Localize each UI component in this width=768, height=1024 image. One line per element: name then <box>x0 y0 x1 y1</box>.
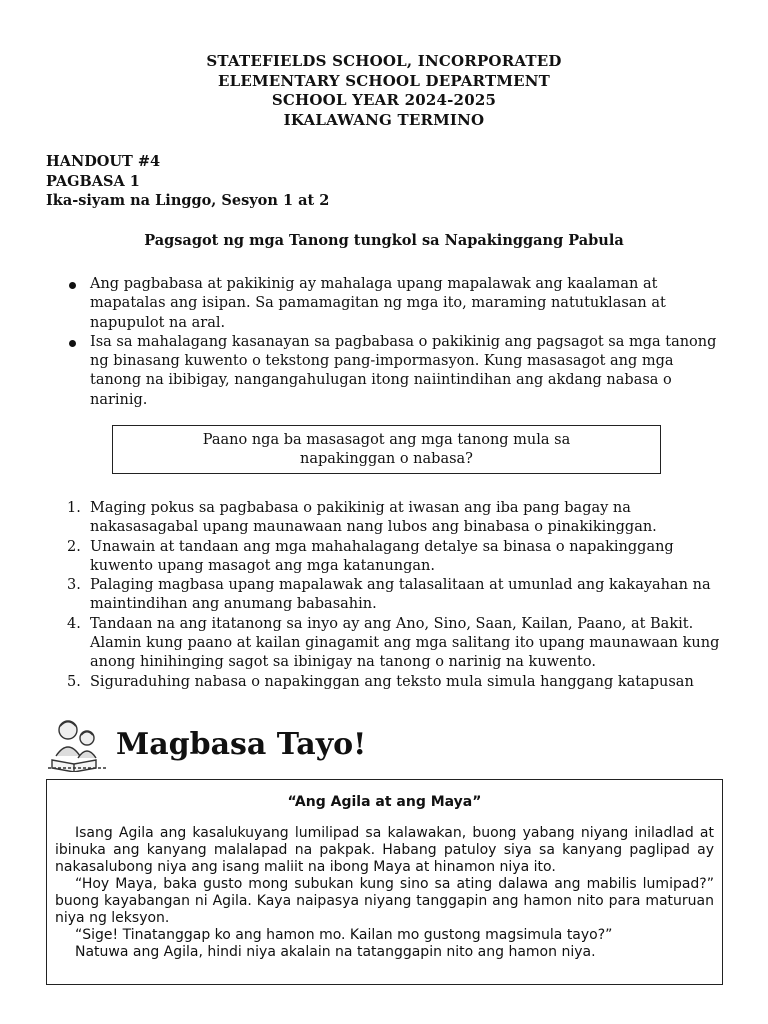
bullet-item <box>67 333 727 410</box>
step-number: 1. <box>67 500 81 516</box>
step-text: Palaging magbasa upang mapalawak ang talasalitaan at umunlad ang kakayahan na maintindihan ang anumang babasahin. <box>90 577 711 613</box>
step-item <box>67 499 727 538</box>
story-paragraph: Natuwa ang Agila, hindi niya akalain na tatanggapin nito ang hamon niya. <box>75 944 596 960</box>
steps-list <box>67 499 727 692</box>
question-box <box>112 425 661 474</box>
school-year: SCHOOL YEAR 2024-2025 <box>271 91 497 109</box>
reading-banner <box>46 716 366 772</box>
story-paragraph: Isang Agila ang kasalukuyang lumilipad sa kalawakan, buong yabang niyang iniladlad at ibinuka ang kanyang malalapad na pakpak. Habang patuloy siya sa kanyang paglipad ay nakasalubong niya ang isang maliit na ibong Maya at hinamon niya ito. <box>55 825 714 875</box>
week-session: Ika-siyam na Linggo, Sesyon 1 at 2 <box>46 192 330 209</box>
term: IKALAWANG TERMINO <box>283 110 485 129</box>
school-name: STATEFIELDS SCHOOL, INCORPORATED <box>206 52 562 70</box>
bullet-text: Isa sa mahalagang kasanayan sa pagbabasa o pakikinig ang pagsagot sa mga tanong ng binasang kuwento o tekstong pang-impormasyon. Kung masasagot ang mga tanong na ibibigay, nangangahulugan itong naiintindihan ang akdang nabasa o narinig. <box>90 333 717 408</box>
handout-meta <box>46 152 329 211</box>
children-reading-icon <box>46 716 108 772</box>
document-header <box>0 52 768 130</box>
step-item <box>67 673 727 692</box>
step-number: 4. <box>67 615 81 632</box>
banner-title: Magbasa Tayo! <box>116 726 367 762</box>
step-text: Siguraduhing nabasa o napakinggan ang teksto mula simula hanggang katapusan <box>90 673 694 690</box>
bullet-text: Ang pagbabasa at pakikinig ay mahalaga upang mapalawak ang kaalaman at mapatalas ang isipan. Sa pamamagitan ng mga ito, maraming natutuklasan at napupulot na aral. <box>90 276 666 331</box>
story-paragraph: “Hoy Maya, baka gusto mong subukan kung sino sa ating dalawa ang mabilis lumipad?” buong kayabangan ni Agila. Kaya naipasya niyang tanggapin ang hamon nito para maturuan niya ng leksyon. <box>55 876 714 926</box>
step-text: Unawain at tandaan ang mga mahahalagang detalye sa binasa o napakinggang kuwento upang masagot ang mga katanungan. <box>90 538 674 574</box>
question-text: Paano nga ba masasagot ang mga tanong mula sa napakinggan o nabasa? <box>202 431 571 467</box>
intro-bullets <box>67 275 727 410</box>
story-title: “Ang Agila at ang Maya” <box>287 794 482 810</box>
step-text: Maging pokus sa pagbabasa o pakikinig at iwasan ang iba pang bagay na nakasasagabal upang maunawaan nang lubos ang binabasa o pinakikinggan. <box>90 500 657 536</box>
bullet-item <box>67 275 727 333</box>
step-number: 3. <box>67 577 81 594</box>
subject: PAGBASA 1 <box>46 172 140 190</box>
step-item <box>67 576 727 615</box>
topic-title: Pagsagot ng mga Tanong tungkol sa Napakinggang Pabula <box>144 232 624 249</box>
handout-number: HANDOUT #4 <box>46 153 161 170</box>
step-item <box>67 615 727 673</box>
department-name: ELEMENTARY SCHOOL DEPARTMENT <box>217 71 551 90</box>
bullet-icon <box>69 340 76 347</box>
story-box <box>46 779 723 985</box>
step-text: Tandaan na ang itatanong sa inyo ay ang Ano, Sino, Saan, Kailan, Paano, at Bakit. Alamin kung paano at kailan ginagamit ang mga salitang ito upang maunawaan kung anong hinihinging sagot sa ibinigay na tanong o narinig na kuwento. <box>90 615 720 671</box>
step-number: 5. <box>67 673 81 690</box>
bullet-icon <box>69 282 76 289</box>
story-paragraph: “Sige! Tinatanggap ko ang hamon mo. Kailan mo gustong magsimula tayo?” <box>75 927 613 943</box>
step-item <box>67 538 727 577</box>
step-number: 2. <box>67 538 81 555</box>
